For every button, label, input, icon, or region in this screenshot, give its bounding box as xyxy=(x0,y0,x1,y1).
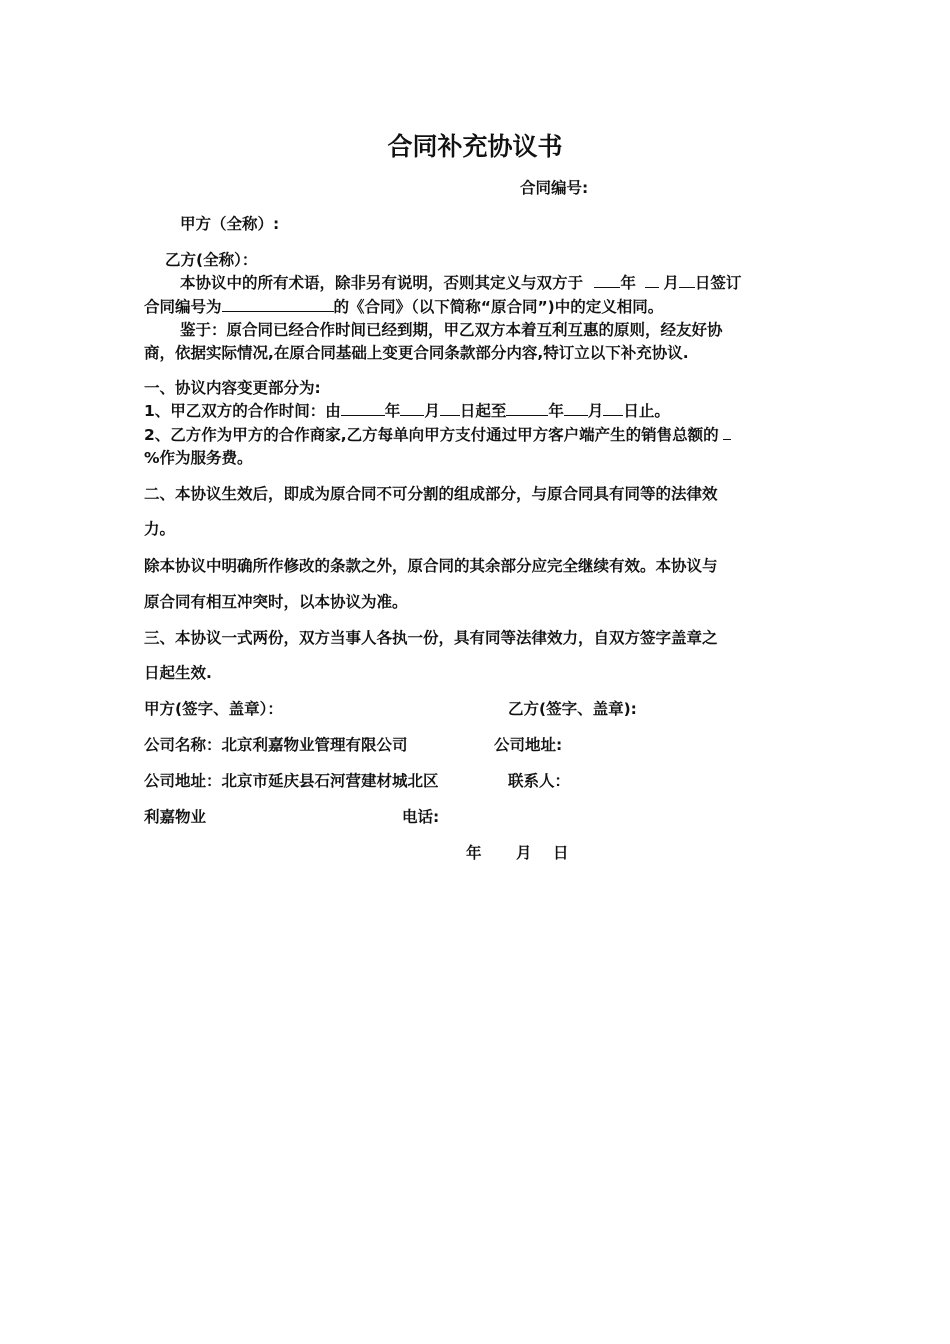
party-b-signature-label: 乙方(签字、盖章): xyxy=(508,700,637,718)
party-b-label: 乙方(全称）： xyxy=(165,251,258,269)
whereas-line-2: 商，依据实际情况,在原合同基础上变更合同条款部分内容,特订立以下补充协议. xyxy=(144,344,689,362)
item-2-text: 2、乙方作为甲方的合作商家,乙方每单向甲方支付通过甲方客户端产生的销售总额的 xyxy=(144,426,719,444)
section-1-item-2-line-1 xyxy=(144,424,731,446)
section-3-line-1: 三、本协议一式两份，双方当事人各执一份，具有同等法律效力，自双方签字盖章之 xyxy=(144,629,718,647)
party-b-address-label: 公司地址: xyxy=(494,736,563,754)
intro-year: 年 xyxy=(620,274,636,292)
contract-number-label: 合同编号: xyxy=(520,179,589,197)
intro-text: 本协议中的所有术语，除非另有说明，否则其定义与双方于 xyxy=(180,274,584,292)
party-a-company-address: 公司地址：北京市延庆县石河营建材城北区 xyxy=(144,772,439,790)
clause-line-1: 除本协议中明确所作修改的条款之外，原合同的其余部分应完全继续有效。本协议与 xyxy=(144,557,718,575)
party-a-signature-label: 甲方(签字、盖章）： xyxy=(144,700,283,718)
month-blank xyxy=(645,272,659,288)
item-1-text: 1、甲乙双方的合作时间：由 xyxy=(144,402,341,420)
to-text: 日止。 xyxy=(623,402,670,420)
start-year: 年 xyxy=(384,402,401,420)
day-blank xyxy=(679,272,695,288)
date-year: 年 xyxy=(466,844,482,862)
party-b-contact-label: 联系人： xyxy=(508,772,571,790)
intro-month: 月 xyxy=(663,274,679,292)
intro-contract-no: 合同编号为 xyxy=(144,298,222,316)
intro-signed: 日签订 xyxy=(694,274,742,292)
start-year-blank xyxy=(341,400,385,416)
start-month-blank xyxy=(400,400,424,416)
section-1-item-1 xyxy=(144,400,670,422)
phone-label: 电话: xyxy=(402,808,440,826)
intro-line-1 xyxy=(180,272,741,294)
date-day: 日 xyxy=(553,844,569,862)
from-text: 日起至 xyxy=(459,402,507,420)
date-month: 月 xyxy=(516,844,532,862)
end-month: 月 xyxy=(587,402,604,420)
party-a-company-name: 公司名称：北京利嘉物业管理有限公司 xyxy=(144,736,408,754)
document-title: 合同补充协议书 xyxy=(387,132,563,161)
party-a-label: 甲方（全称）: xyxy=(180,215,280,233)
percent-blank xyxy=(723,424,731,440)
intro-line-2 xyxy=(144,296,663,318)
end-year-blank xyxy=(506,400,548,416)
end-month-blank xyxy=(564,400,588,416)
end-year: 年 xyxy=(548,402,564,420)
party-a-short-name: 利嘉物业 xyxy=(144,808,207,826)
section-1-item-2-line-2: %作为服务费。 xyxy=(144,449,253,467)
intro-definition: 的《合同》（以下简称“原合同”)中的定义相同。 xyxy=(333,298,664,316)
end-day-blank xyxy=(603,400,623,416)
section-2-line-1: 二、本协议生效后，即成为原合同不可分割的组成部分，与原合同具有同等的法律效 xyxy=(144,485,718,503)
section-3-line-2: 日起生效. xyxy=(144,664,212,682)
start-month: 月 xyxy=(424,402,440,420)
contract-no-blank xyxy=(222,296,334,312)
section-2-line-2: 力。 xyxy=(144,520,176,538)
section-1-heading: 一、协议内容变更部分为: xyxy=(144,379,321,397)
year-blank xyxy=(594,272,620,288)
whereas-line-1: 鉴于：原合同已经合作时间已经到期，甲乙双方本着互利互惠的原则，经友好协 xyxy=(180,321,723,339)
start-day-blank xyxy=(440,400,460,416)
clause-line-2: 原合同有相互冲突时，以本协议为准。 xyxy=(144,593,408,611)
